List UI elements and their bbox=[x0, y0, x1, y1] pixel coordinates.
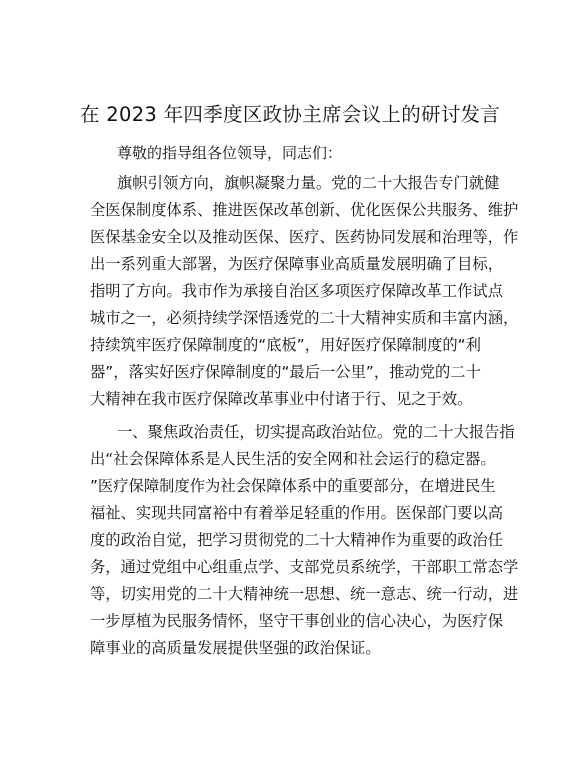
paragraph-line: ”医疗保障制度作为社会保障体系中的重要部分，在增进民生 bbox=[90, 477, 496, 495]
paragraph-line: 度的政治自觉，把学习贯彻党的二十大精神作为重要的政治任 bbox=[90, 531, 504, 549]
paragraph-section-one bbox=[90, 419, 519, 662]
paragraph-line: 医保基金安全以及推动医保、医疗、医药协同发展和治理等，作 bbox=[90, 228, 519, 246]
paragraph-line: 务，通过党组中心组重点学、支部党员系统学，干部职工常态学 bbox=[90, 558, 519, 576]
salutation: 尊敬的指导组各位领导，同志们： bbox=[117, 144, 343, 162]
paragraph-line: 指明了方向。我市作为承接自治区多项医疗保障改革工作试点 bbox=[90, 282, 504, 300]
paragraph-line: 福祉、实现共同富裕中有着举足轻重的作用。医保部门要以高 bbox=[90, 504, 504, 522]
paragraph-line: 等，切实用党的二十大精神统一思想、统一意志、统一行动，进 bbox=[90, 585, 519, 603]
paragraph-line: 一步厚植为民服务情怀，坚守干事创业的信心决心，为医疗保 bbox=[90, 612, 504, 630]
paragraph-intro bbox=[90, 170, 519, 413]
paragraph-line: 一、聚焦政治责任，切实提高政治站位。党的二十大报告指 bbox=[117, 423, 515, 441]
paragraph-line: 城市之一，必须持续学深悟透党的二十大精神实质和丰富内涵， bbox=[90, 309, 519, 327]
paragraph-line: 全医保制度体系、推进医保改革创新、优化医保公共服务、维护 bbox=[90, 201, 519, 219]
paragraph-line: 旗帜引领方向，旗帜凝聚力量。党的二十大报告专门就健 bbox=[117, 174, 500, 192]
paragraph-line: 持续筑牢医疗保障制度的“底板”，用好医疗保障制度的“利 bbox=[90, 336, 481, 354]
document-title: 在 2023 年四季度区政协主席会议上的研讨发言 bbox=[80, 103, 501, 126]
paragraph-line: 大精神在我市医疗保障改革事业中付诸于行、见之于效。 bbox=[90, 390, 473, 408]
paragraph-line: 障事业的高质量发展提供坚强的政治保证。 bbox=[90, 639, 381, 657]
paragraph-line: 出一系列重大部署，为医疗保障事业高质量发展明确了目标， bbox=[90, 255, 504, 273]
paragraph-line: 出“社会保障体系是人民生活的安全网和社会运行的稳定器。 bbox=[90, 450, 496, 468]
paragraph-line: 器”，落实好医疗保障制度的“最后一公里”，推动党的二十 bbox=[90, 363, 481, 381]
